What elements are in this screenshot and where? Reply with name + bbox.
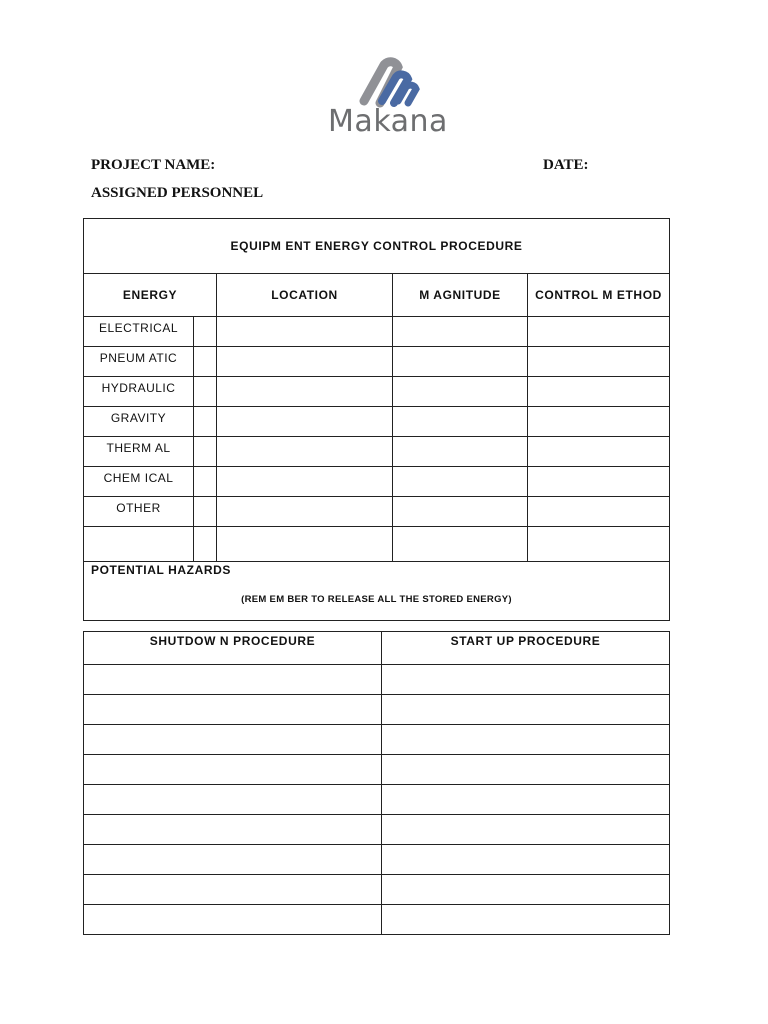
- shutdown-step-cell[interactable]: [84, 785, 382, 815]
- startup-step-cell[interactable]: [382, 845, 670, 875]
- form-title: EQUIPM ENT ENERGY CONTROL PROCEDURE: [84, 219, 670, 274]
- shutdown-step-cell[interactable]: [84, 695, 382, 725]
- startup-step-cell[interactable]: [382, 815, 670, 845]
- startup-procedure-header: START UP PROCEDURE: [382, 632, 670, 665]
- control-method-cell[interactable]: [528, 377, 670, 407]
- energy-type-cell-blank[interactable]: [84, 527, 194, 562]
- startup-step-cell[interactable]: [382, 695, 670, 725]
- energy-check-cell[interactable]: [194, 497, 217, 527]
- energy-check-cell[interactable]: [194, 437, 217, 467]
- location-cell[interactable]: [217, 407, 393, 437]
- energy-row: [84, 497, 670, 527]
- potential-hazards-label: POTENTIAL HAZARDS: [91, 563, 231, 577]
- potential-hazards-cell[interactable]: [84, 562, 670, 621]
- procedure-row: [84, 725, 670, 755]
- col-header-energy: ENERGY: [84, 274, 217, 317]
- location-cell[interactable]: [217, 347, 393, 377]
- energy-check-cell[interactable]: [194, 317, 217, 347]
- magnitude-cell[interactable]: [393, 407, 528, 437]
- energy-type-label: CHEM ICAL: [84, 467, 194, 497]
- remember-note: (REM EM BER TO RELEASE ALL THE STORED ENERGY): [241, 594, 512, 605]
- shutdown-step-cell[interactable]: [84, 905, 382, 935]
- energy-check-cell[interactable]: [194, 527, 217, 562]
- energy-row: [84, 437, 670, 467]
- control-method-cell[interactable]: [528, 407, 670, 437]
- energy-row: [84, 527, 670, 562]
- energy-type-label: OTHER: [84, 497, 194, 527]
- energy-row: [84, 407, 670, 437]
- control-method-cell[interactable]: [528, 467, 670, 497]
- control-method-cell[interactable]: [528, 347, 670, 377]
- energy-check-cell[interactable]: [194, 407, 217, 437]
- makana-logo-mark-icon: [356, 55, 420, 111]
- date-label: DATE:: [543, 157, 589, 173]
- energy-type-label: ELECTRICAL: [84, 317, 194, 347]
- col-header-location: LOCATION: [217, 274, 393, 317]
- control-method-cell[interactable]: [528, 317, 670, 347]
- energy-type-label: HYDRAULIC: [84, 377, 194, 407]
- makana-logo: [318, 50, 458, 140]
- procedure-row: [84, 695, 670, 725]
- procedure-table: [83, 631, 670, 935]
- energy-row: [84, 347, 670, 377]
- magnitude-cell[interactable]: [393, 317, 528, 347]
- magnitude-cell[interactable]: [393, 467, 528, 497]
- control-method-cell[interactable]: [528, 497, 670, 527]
- assigned-personnel-label: ASSIGNED PERSONNEL: [91, 185, 264, 201]
- magnitude-cell[interactable]: [393, 497, 528, 527]
- col-header-magnitude: M AGNITUDE: [393, 274, 528, 317]
- magnitude-cell[interactable]: [393, 377, 528, 407]
- procedure-row: [84, 875, 670, 905]
- shutdown-step-cell[interactable]: [84, 815, 382, 845]
- shutdown-step-cell[interactable]: [84, 755, 382, 785]
- energy-type-label: PNEUM ATIC: [84, 347, 194, 377]
- startup-step-cell[interactable]: [382, 725, 670, 755]
- energy-row: [84, 377, 670, 407]
- location-cell[interactable]: [217, 437, 393, 467]
- energy-row: [84, 317, 670, 347]
- location-cell[interactable]: [217, 317, 393, 347]
- procedure-row: [84, 845, 670, 875]
- shutdown-step-cell[interactable]: [84, 875, 382, 905]
- location-cell[interactable]: [217, 377, 393, 407]
- procedure-row: [84, 665, 670, 695]
- startup-step-cell[interactable]: [382, 905, 670, 935]
- location-cell[interactable]: [217, 527, 393, 562]
- procedure-row: [84, 905, 670, 935]
- shutdown-step-cell[interactable]: [84, 725, 382, 755]
- shutdown-procedure-header: SHUTDOW N PROCEDURE: [84, 632, 382, 665]
- energy-check-cell[interactable]: [194, 377, 217, 407]
- startup-step-cell[interactable]: [382, 665, 670, 695]
- energy-row: [84, 467, 670, 497]
- logo-wordmark: Makana: [328, 104, 448, 139]
- energy-check-cell[interactable]: [194, 467, 217, 497]
- startup-step-cell[interactable]: [382, 755, 670, 785]
- energy-type-label: GRAVITY: [84, 407, 194, 437]
- magnitude-cell[interactable]: [393, 347, 528, 377]
- startup-step-cell[interactable]: [382, 875, 670, 905]
- energy-check-cell[interactable]: [194, 347, 217, 377]
- startup-step-cell[interactable]: [382, 785, 670, 815]
- procedure-row: [84, 815, 670, 845]
- location-cell[interactable]: [217, 497, 393, 527]
- project-name-label: PROJECT NAME:: [91, 157, 216, 173]
- energy-type-label: THERM AL: [84, 437, 194, 467]
- magnitude-cell[interactable]: [393, 437, 528, 467]
- control-method-cell[interactable]: [528, 437, 670, 467]
- shutdown-step-cell[interactable]: [84, 845, 382, 875]
- shutdown-step-cell[interactable]: [84, 665, 382, 695]
- energy-control-table: [83, 218, 670, 621]
- location-cell[interactable]: [217, 467, 393, 497]
- col-header-control-method: CONTROL M ETHOD: [528, 274, 670, 317]
- procedure-row: [84, 755, 670, 785]
- control-method-cell[interactable]: [528, 527, 670, 562]
- procedure-row: [84, 785, 670, 815]
- magnitude-cell[interactable]: [393, 527, 528, 562]
